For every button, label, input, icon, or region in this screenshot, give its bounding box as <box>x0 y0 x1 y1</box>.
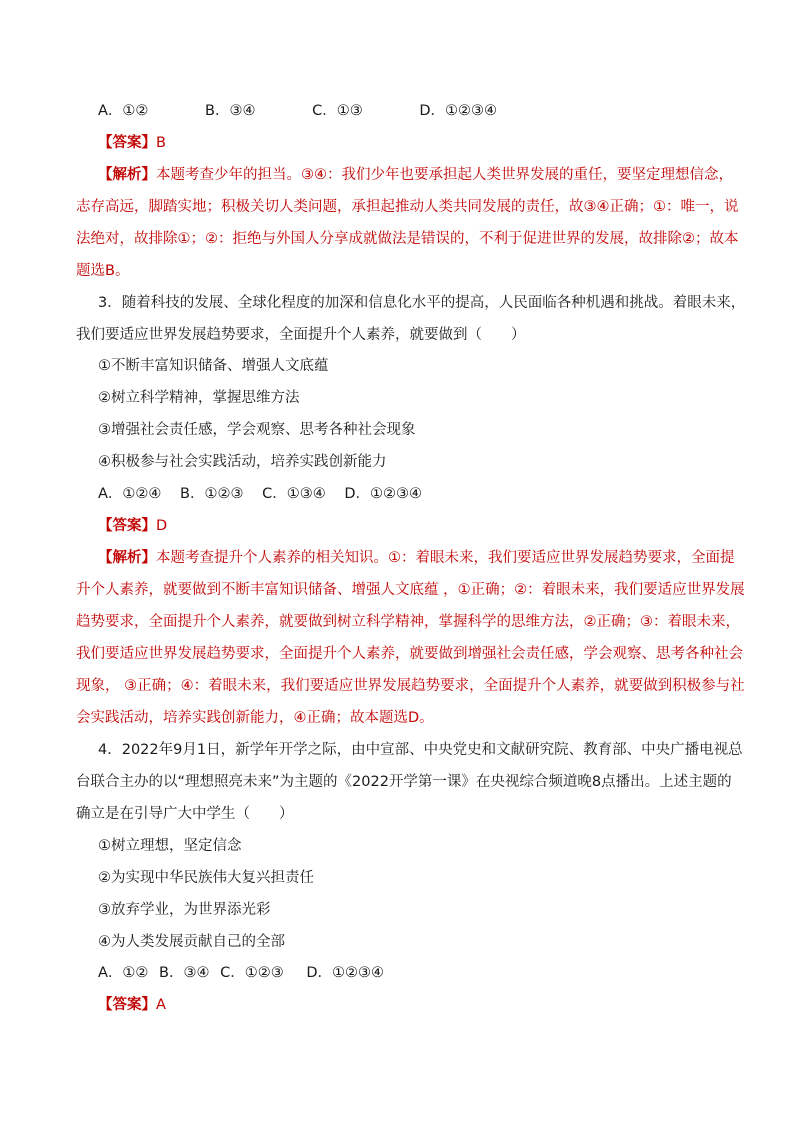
q4-option-b: B．③④ <box>159 965 210 981</box>
q4-stem-line-1: 4．2022年9月1日，新学年开学之际，由中宣部、中央党史和文献研究院、教育部、中央广播电视总 <box>98 742 743 758</box>
q4-option-c: C．①②③ <box>220 965 284 981</box>
q3-option-d: D．①②③④ <box>344 486 422 502</box>
q3-stem-line-1: 3．随着科技的发展、全球化程度的加深和信息化水平的提高，人民面临各种机遇和挑战。着眼未来， <box>98 295 746 311</box>
q4-option-a: A．①② <box>98 965 149 981</box>
q2-options <box>98 101 748 121</box>
q4-stem-line-3: 确立是在引导广大中学生（ ） <box>76 806 294 822</box>
q3-analysis-line-3: 趋势要求，全面提升个人素养，就要做到树立科学精神，掌握科学的思维方法，②正确；③：着眼未来， <box>76 614 740 630</box>
q3-analysis-line-5: 现象， ③正确；④：着眼未来，我们要适应世界发展趋势要求，全面提升个人素养，就要做到积极参与社 <box>76 678 745 694</box>
q3-analysis-line-2: 升个人素养，就要做到不断丰富知识储备、增强人文底蕴 ，①正确；②：着眼未来，我们要适应世界发展 <box>76 582 745 598</box>
q2-option-c: C．①③ <box>312 103 363 119</box>
q3-item-2: ②树立科学精神，掌握思维方法 <box>98 390 300 406</box>
q2-analysis-line-3: 法绝对，故排除①；②：拒绝与外国人分享成就做法是错误的，不利于促进世界的发展，故排除②；故本 <box>76 231 739 247</box>
q2-analysis-label: 【解析】 <box>98 167 156 183</box>
q2-option-a: A．①② <box>98 103 149 119</box>
q4-item-1: ①树立理想，坚定信念 <box>98 838 242 854</box>
q2-answer <box>98 133 748 153</box>
q3-analysis-line-1: 【解析】本题考查提升个人素养的相关知识。①：着眼未来，我们要适应世界发展趋势要求，全面提 <box>98 550 735 566</box>
q4-item-2: ②为实现中华民族伟大复兴担责任 <box>98 870 314 886</box>
q3-option-b: B．①②③ <box>180 486 244 502</box>
q3-item-3: ③增强社会责任感，学会观察、思考各种社会现象 <box>98 422 416 438</box>
q2-analysis-line-1: 【解析】本题考查少年的担当。③④：我们少年也要承担起人类世界发展的重任，要坚定理想信念， <box>98 167 733 183</box>
q3-stem-line-2: 我们要适应世界发展趋势要求，全面提升个人素养，就要做到（ ） <box>76 327 526 343</box>
q3-option-c: C．①③④ <box>262 486 326 502</box>
q3-answer <box>98 516 748 536</box>
q2-option-d: D．①②③④ <box>419 103 497 119</box>
q2-analysis-line-4: 题选B。 <box>76 263 130 279</box>
q4-item-3: ③放弃学业，为世界添光彩 <box>98 902 271 918</box>
q4-item-4: ④为人类发展贡献自己的全部 <box>98 934 285 950</box>
q4-option-d: D．①②③④ <box>306 965 384 981</box>
q3-analysis-line-6: 会实践活动，培养实践创新能力，④正确；故本题选D。 <box>76 710 434 726</box>
q4-stem-line-2: 台联合主办的以“理想照亮未来”为主题的《2022开学第一课》在央视综合频道晚8点播出。上述主题的 <box>76 774 732 790</box>
q2-option-b: B．③④ <box>205 103 256 119</box>
q3-analysis-label: 【解析】 <box>98 550 156 566</box>
q3-option-a: A．①②④ <box>98 486 162 502</box>
q2-answer-value: B <box>156 135 166 151</box>
q4-options <box>98 963 748 983</box>
q4-answer-label: 【答案】 <box>98 997 156 1013</box>
q2-analysis-line-2: 志存高远，脚踏实地；积极关切人类问题，承担起推动人类共同发展的责任，故③④正确；①：唯一，说 <box>76 199 739 215</box>
q3-item-4: ④积极参与社会实践活动，培养实践创新能力 <box>98 454 387 470</box>
q3-answer-value: D <box>156 518 168 534</box>
q3-options <box>98 484 748 504</box>
q3-answer-label: 【答案】 <box>98 518 156 534</box>
q3-analysis-line-4: 我们要适应世界发展趋势要求，全面提升个人素养，就要做到增强社会责任感，学会观察、思考各种社会 <box>76 646 743 662</box>
q2-answer-label: 【答案】 <box>98 135 156 151</box>
q3-item-1: ①不断丰富知识储备、增强人文底蕴 <box>98 358 329 374</box>
q4-answer <box>98 995 748 1015</box>
q4-answer-value: A <box>156 997 166 1013</box>
